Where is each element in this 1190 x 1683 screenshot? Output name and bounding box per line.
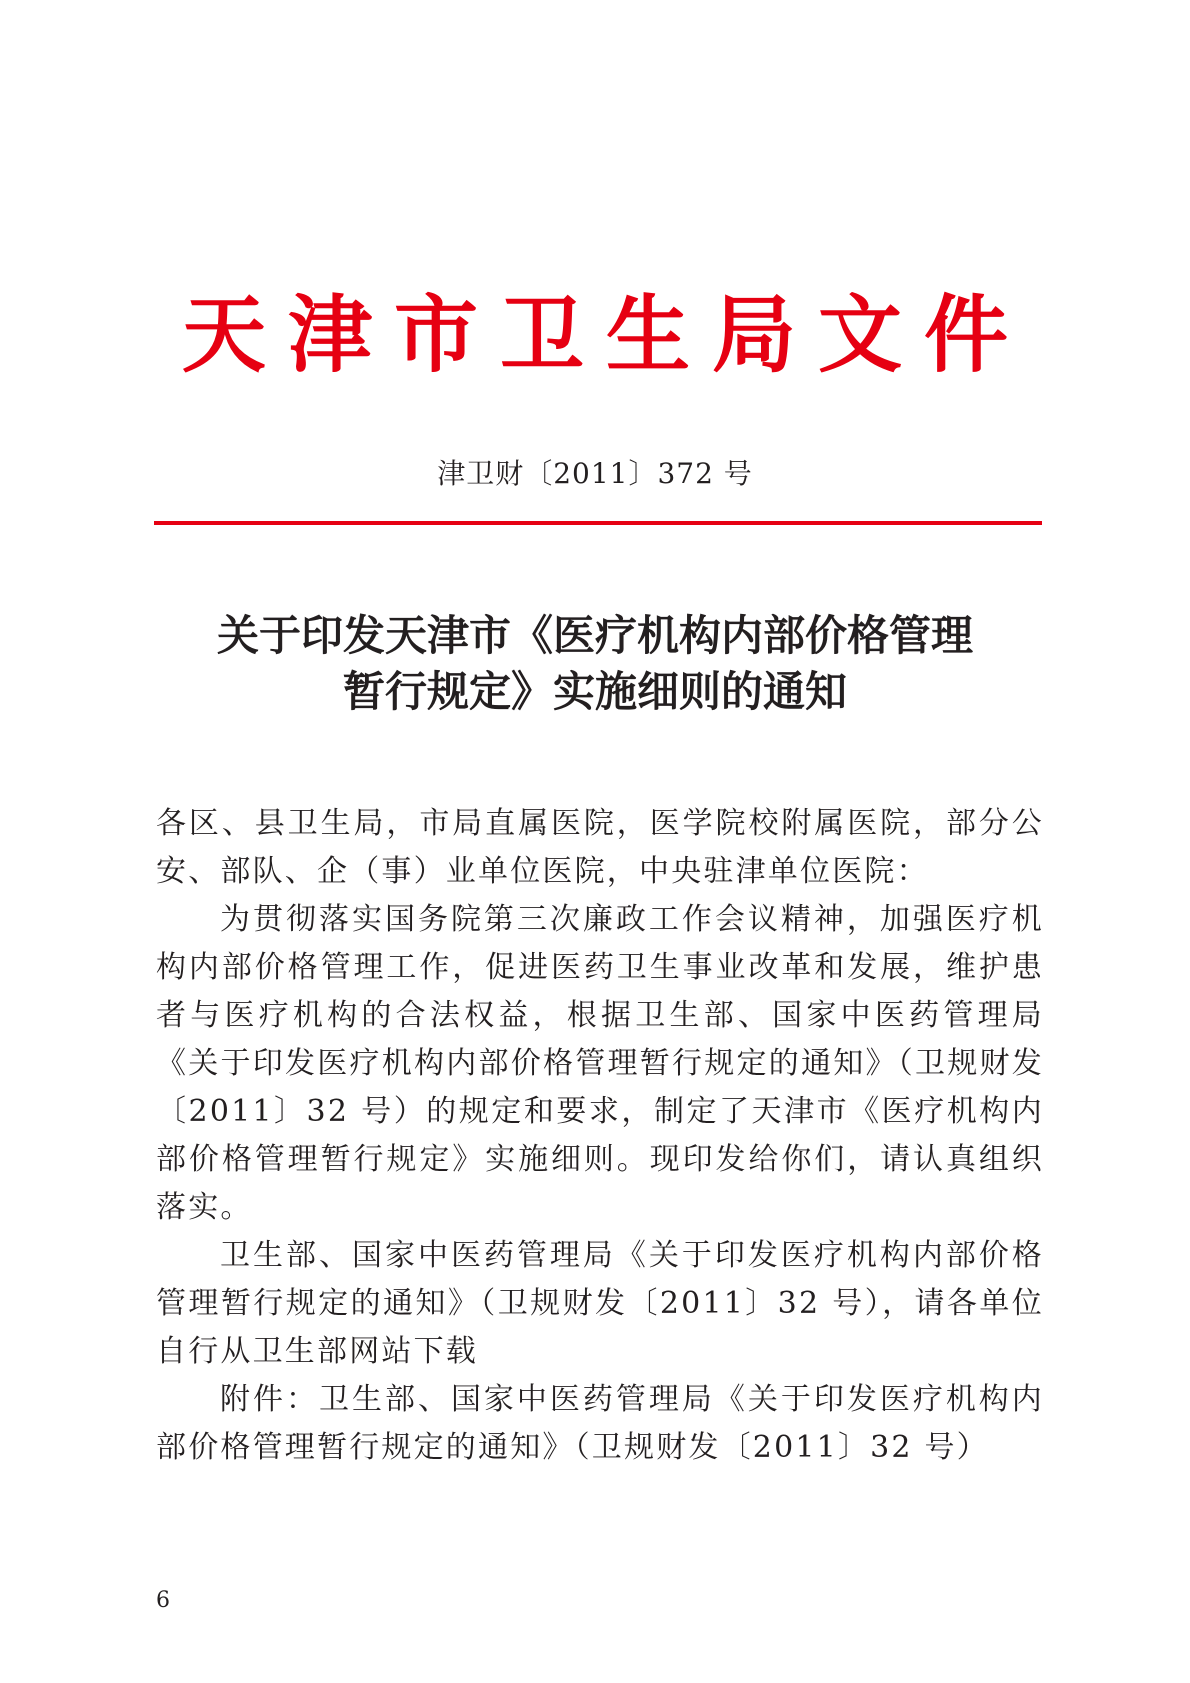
- document-issuer-title: 天津市卫生局文件: [181, 285, 1030, 384]
- document-number: 津卫财〔2011〕372 号: [437, 457, 753, 490]
- notice-title-line-1: 关于印发天津市《医疗机构内部价格管理: [216, 611, 973, 660]
- notice-title: [150, 608, 1040, 720]
- body-paragraph-2: 卫生部、国家中医药管理局《关于印发医疗机构内部价格管理暂行规定的通知》（卫规财发〔2011〕32 号），请各单位自行从卫生部网站下载: [156, 1238, 1044, 1369]
- attachment-paragraph: 附件：卫生部、国家中医药管理局《关于印发医疗机构内部价格管理暂行规定的通知》（卫规财发〔2011〕32 号）: [156, 1382, 1044, 1465]
- notice-title-line-2: 暂行规定》实施细则的通知: [342, 667, 847, 716]
- red-divider: [154, 521, 1042, 525]
- notice-body: [156, 800, 1044, 1472]
- body-paragraph-1: 为贯彻落实国务院第三次廉政工作会议精神，加强医疗机构内部价格管理工作，促进医药卫生事业改革和发展，维护患者与医疗机构的合法权益，根据卫生部、国家中医药管理局《关于印发医疗机构内部价格管理暂行规定的通知》（卫规财发〔2011〕32 号）的规定和要求，制定了天津市《医疗机构内部价格管理暂行规定》实施细则。现印发给你们，请认真组织落实。: [156, 902, 1044, 1225]
- page-number: 6: [156, 1588, 170, 1613]
- recipients-paragraph: 各区、县卫生局，市局直属医院，医学院校附属医院，部分公安、部队、企（事）业单位医院，中央驻津单位医院：: [156, 806, 1044, 889]
